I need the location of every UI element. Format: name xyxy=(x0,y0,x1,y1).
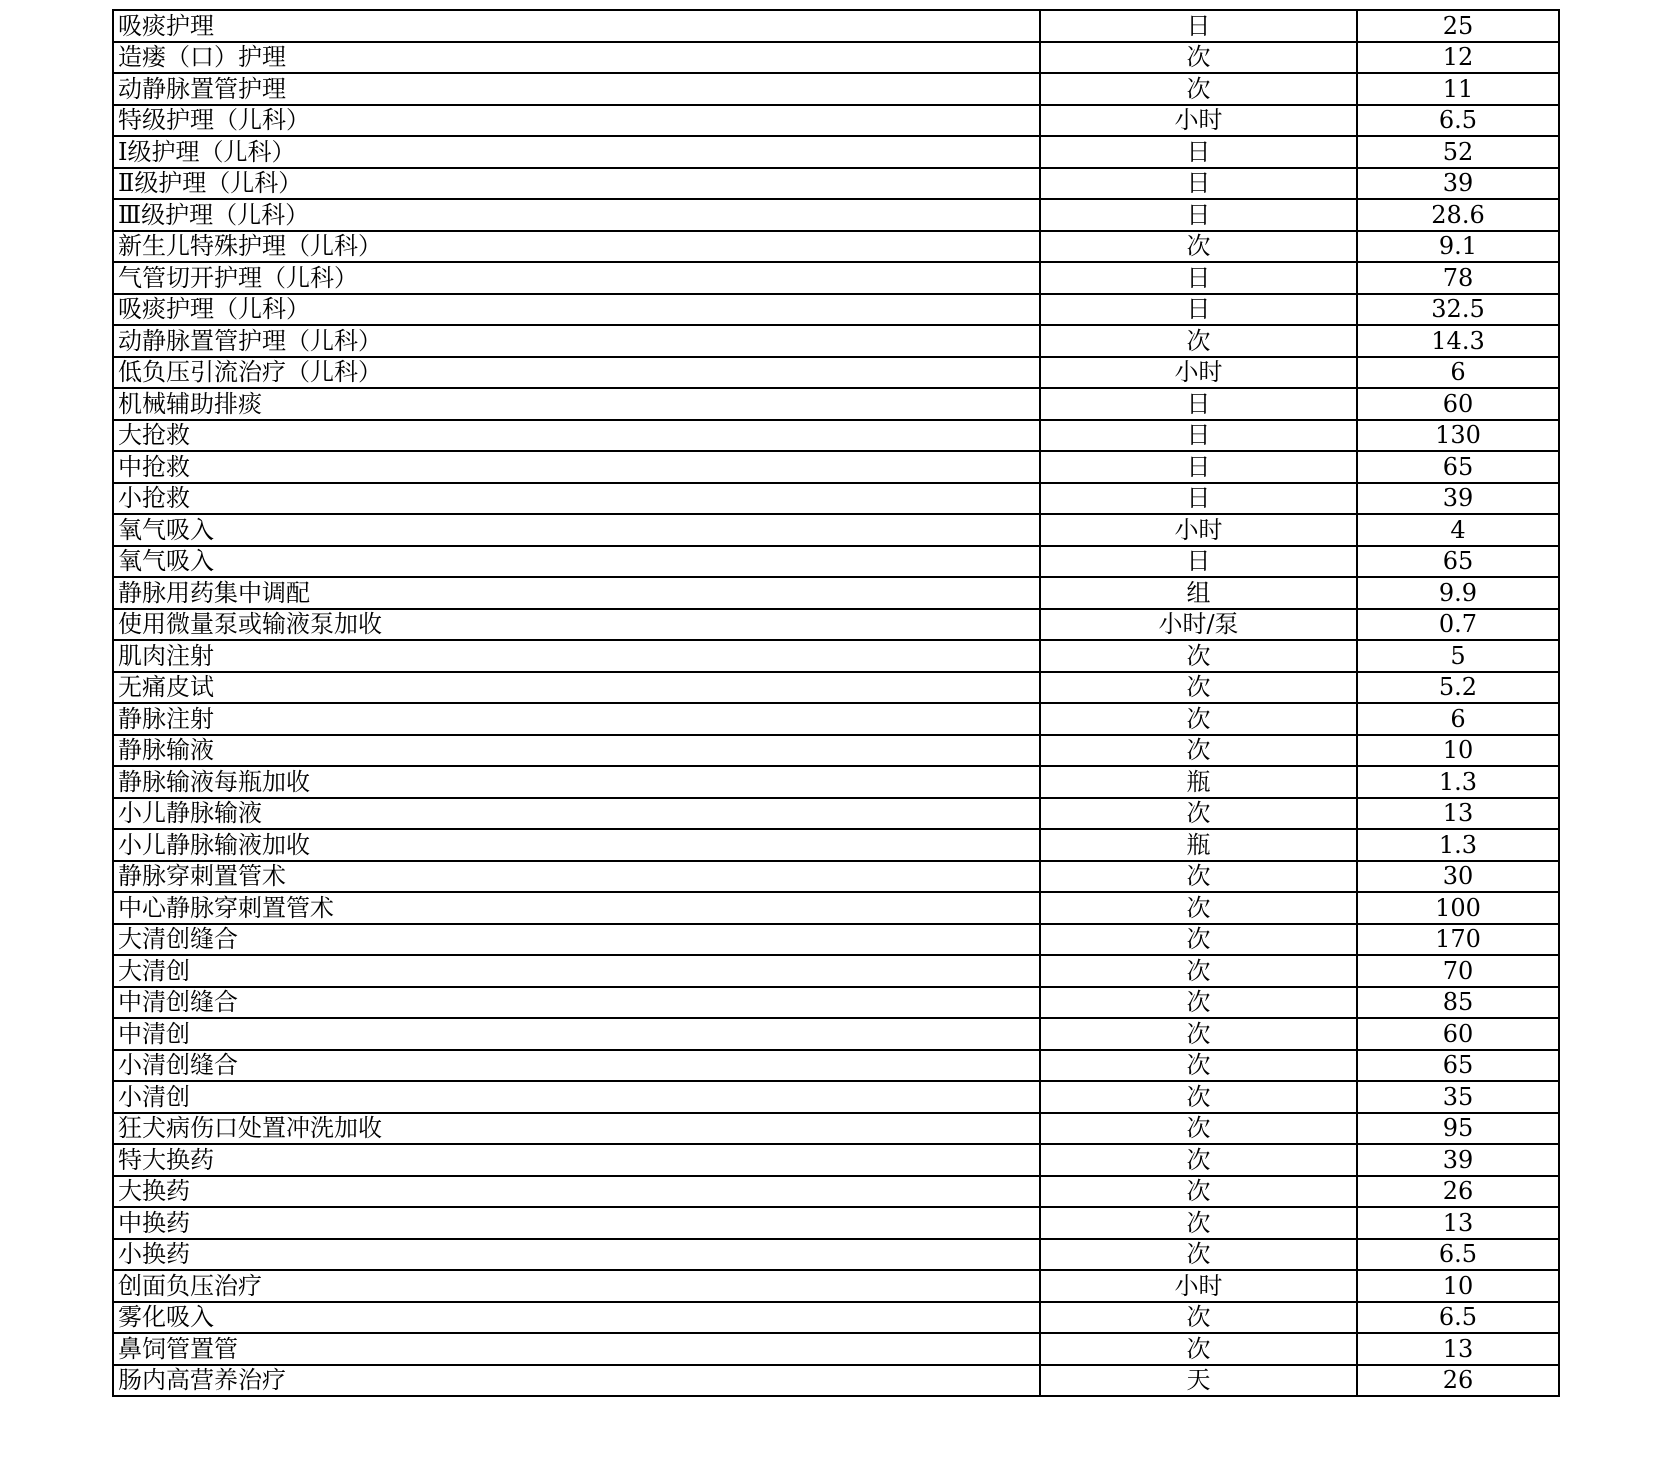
price-cell: 6 xyxy=(1357,357,1559,389)
table-row xyxy=(113,42,1559,74)
item-name-cell: 小抢救 xyxy=(113,483,1040,515)
item-name-cell: Ⅱ级护理（儿科） xyxy=(113,168,1040,200)
unit-cell: 组 xyxy=(1040,577,1357,609)
item-name-cell: 小换药 xyxy=(113,1239,1040,1271)
unit-cell: 次 xyxy=(1040,735,1357,767)
unit-cell: 次 xyxy=(1040,1018,1357,1050)
unit-cell: 次 xyxy=(1040,1302,1357,1334)
item-name-cell: 特级护理（儿科） xyxy=(113,105,1040,137)
unit-cell: 次 xyxy=(1040,1176,1357,1208)
price-cell: 30 xyxy=(1357,861,1559,893)
item-name-cell: 大抢救 xyxy=(113,420,1040,452)
price-cell: 25 xyxy=(1357,10,1559,42)
price-cell: 26 xyxy=(1357,1176,1559,1208)
item-name-cell: 雾化吸入 xyxy=(113,1302,1040,1334)
table-row xyxy=(113,1207,1559,1239)
item-name-cell: 中清创缝合 xyxy=(113,987,1040,1019)
unit-cell: 次 xyxy=(1040,1113,1357,1145)
table-row xyxy=(113,829,1559,861)
item-name-cell: 特大换药 xyxy=(113,1144,1040,1176)
unit-cell: 日 xyxy=(1040,294,1357,326)
unit-cell: 瓶 xyxy=(1040,829,1357,861)
item-name-cell: 静脉输液每瓶加收 xyxy=(113,766,1040,798)
price-cell: 11 xyxy=(1357,73,1559,105)
item-name-cell: 静脉穿刺置管术 xyxy=(113,861,1040,893)
unit-cell: 次 xyxy=(1040,987,1357,1019)
price-cell: 35 xyxy=(1357,1081,1559,1113)
table-row xyxy=(113,231,1559,263)
item-name-cell: 气管切开护理（儿科） xyxy=(113,262,1040,294)
price-cell: 10 xyxy=(1357,1270,1559,1302)
unit-cell: 次 xyxy=(1040,924,1357,956)
item-name-cell: Ⅰ级护理（儿科） xyxy=(113,136,1040,168)
unit-cell: 小时 xyxy=(1040,357,1357,389)
table-row xyxy=(113,388,1559,420)
unit-cell: 次 xyxy=(1040,1050,1357,1082)
unit-cell: 次 xyxy=(1040,1144,1357,1176)
table-row xyxy=(113,798,1559,830)
price-cell: 32.5 xyxy=(1357,294,1559,326)
price-cell: 1.3 xyxy=(1357,829,1559,861)
unit-cell: 次 xyxy=(1040,1333,1357,1365)
item-name-cell: 小清创 xyxy=(113,1081,1040,1113)
item-name-cell: 无痛皮试 xyxy=(113,672,1040,704)
table-row xyxy=(113,735,1559,767)
price-cell: 39 xyxy=(1357,483,1559,515)
price-cell: 39 xyxy=(1357,168,1559,200)
price-cell: 6.5 xyxy=(1357,105,1559,137)
unit-cell: 次 xyxy=(1040,73,1357,105)
price-cell: 9.9 xyxy=(1357,577,1559,609)
item-name-cell: 新生儿特殊护理（儿科） xyxy=(113,231,1040,263)
unit-cell: 日 xyxy=(1040,483,1357,515)
table-row xyxy=(113,136,1559,168)
table-row xyxy=(113,199,1559,231)
table-row xyxy=(113,1365,1559,1397)
price-cell: 170 xyxy=(1357,924,1559,956)
item-name-cell: 肌肉注射 xyxy=(113,640,1040,672)
item-name-cell: 大清创缝合 xyxy=(113,924,1040,956)
unit-cell: 次 xyxy=(1040,672,1357,704)
price-cell: 6 xyxy=(1357,703,1559,735)
item-name-cell: 小儿静脉输液 xyxy=(113,798,1040,830)
fee-table-body xyxy=(113,10,1559,1396)
price-cell: 39 xyxy=(1357,1144,1559,1176)
unit-cell: 次 xyxy=(1040,892,1357,924)
price-cell: 14.3 xyxy=(1357,325,1559,357)
table-row xyxy=(113,10,1559,42)
table-row xyxy=(113,703,1559,735)
table-row xyxy=(113,1144,1559,1176)
unit-cell: 天 xyxy=(1040,1365,1357,1397)
price-cell: 60 xyxy=(1357,388,1559,420)
table-row xyxy=(113,577,1559,609)
item-name-cell: 中换药 xyxy=(113,1207,1040,1239)
price-cell: 95 xyxy=(1357,1113,1559,1145)
table-row xyxy=(113,105,1559,137)
item-name-cell: 动静脉置管护理（儿科） xyxy=(113,325,1040,357)
unit-cell: 小时 xyxy=(1040,514,1357,546)
table-row xyxy=(113,73,1559,105)
unit-cell: 次 xyxy=(1040,231,1357,263)
price-cell: 28.6 xyxy=(1357,199,1559,231)
unit-cell: 次 xyxy=(1040,640,1357,672)
table-row xyxy=(113,451,1559,483)
price-cell: 5 xyxy=(1357,640,1559,672)
table-row xyxy=(113,514,1559,546)
table-row xyxy=(113,325,1559,357)
price-cell: 78 xyxy=(1357,262,1559,294)
price-cell: 65 xyxy=(1357,1050,1559,1082)
unit-cell: 日 xyxy=(1040,10,1357,42)
unit-cell: 次 xyxy=(1040,1239,1357,1271)
price-cell: 60 xyxy=(1357,1018,1559,1050)
unit-cell: 次 xyxy=(1040,798,1357,830)
price-cell: 52 xyxy=(1357,136,1559,168)
unit-cell: 日 xyxy=(1040,546,1357,578)
table-row xyxy=(113,1270,1559,1302)
unit-cell: 日 xyxy=(1040,199,1357,231)
unit-cell: 次 xyxy=(1040,325,1357,357)
unit-cell: 小时/泵 xyxy=(1040,609,1357,641)
price-cell: 12 xyxy=(1357,42,1559,74)
price-cell: 13 xyxy=(1357,1333,1559,1365)
unit-cell: 瓶 xyxy=(1040,766,1357,798)
table-row xyxy=(113,168,1559,200)
item-name-cell: 使用微量泵或输液泵加收 xyxy=(113,609,1040,641)
item-name-cell: 动静脉置管护理 xyxy=(113,73,1040,105)
item-name-cell: 创面负压治疗 xyxy=(113,1270,1040,1302)
table-row xyxy=(113,1239,1559,1271)
item-name-cell: 吸痰护理（儿科） xyxy=(113,294,1040,326)
price-cell: 0.7 xyxy=(1357,609,1559,641)
item-name-cell: 大换药 xyxy=(113,1176,1040,1208)
item-name-cell: 肠内高营养治疗 xyxy=(113,1365,1040,1397)
item-name-cell: 小清创缝合 xyxy=(113,1050,1040,1082)
table-row xyxy=(113,672,1559,704)
price-cell: 100 xyxy=(1357,892,1559,924)
table-row xyxy=(113,955,1559,987)
table-row xyxy=(113,987,1559,1019)
item-name-cell: 小儿静脉输液加收 xyxy=(113,829,1040,861)
table-row xyxy=(113,861,1559,893)
item-name-cell: 中清创 xyxy=(113,1018,1040,1050)
price-cell: 13 xyxy=(1357,798,1559,830)
unit-cell: 日 xyxy=(1040,388,1357,420)
table-row xyxy=(113,640,1559,672)
table-row xyxy=(113,546,1559,578)
item-name-cell: 氧气吸入 xyxy=(113,514,1040,546)
unit-cell: 次 xyxy=(1040,703,1357,735)
table-row xyxy=(113,1333,1559,1365)
item-name-cell: 造瘘（口）护理 xyxy=(113,42,1040,74)
price-cell: 10 xyxy=(1357,735,1559,767)
table-row xyxy=(113,924,1559,956)
price-cell: 85 xyxy=(1357,987,1559,1019)
table-row xyxy=(113,483,1559,515)
item-name-cell: 机械辅助排痰 xyxy=(113,388,1040,420)
unit-cell: 日 xyxy=(1040,136,1357,168)
price-cell: 70 xyxy=(1357,955,1559,987)
unit-cell: 日 xyxy=(1040,168,1357,200)
item-name-cell: 鼻饲管置管 xyxy=(113,1333,1040,1365)
item-name-cell: 低负压引流治疗（儿科） xyxy=(113,357,1040,389)
table-row xyxy=(113,294,1559,326)
table-row xyxy=(113,1018,1559,1050)
price-cell: 9.1 xyxy=(1357,231,1559,263)
unit-cell: 日 xyxy=(1040,451,1357,483)
table-row xyxy=(113,609,1559,641)
item-name-cell: 静脉用药集中调配 xyxy=(113,577,1040,609)
table-row xyxy=(113,1176,1559,1208)
item-name-cell: 静脉输液 xyxy=(113,735,1040,767)
item-name-cell: 狂犬病伤口处置冲洗加收 xyxy=(113,1113,1040,1145)
unit-cell: 次 xyxy=(1040,955,1357,987)
item-name-cell: 氧气吸入 xyxy=(113,546,1040,578)
unit-cell: 次 xyxy=(1040,42,1357,74)
price-cell: 65 xyxy=(1357,451,1559,483)
unit-cell: 小时 xyxy=(1040,105,1357,137)
unit-cell: 次 xyxy=(1040,1081,1357,1113)
item-name-cell: Ⅲ级护理（儿科） xyxy=(113,199,1040,231)
unit-cell: 小时 xyxy=(1040,1270,1357,1302)
table-row xyxy=(113,1113,1559,1145)
price-cell: 6.5 xyxy=(1357,1302,1559,1334)
price-cell: 13 xyxy=(1357,1207,1559,1239)
price-cell: 5.2 xyxy=(1357,672,1559,704)
table-row xyxy=(113,1050,1559,1082)
price-cell: 65 xyxy=(1357,546,1559,578)
table-row xyxy=(113,262,1559,294)
unit-cell: 次 xyxy=(1040,1207,1357,1239)
unit-cell: 日 xyxy=(1040,420,1357,452)
price-cell: 130 xyxy=(1357,420,1559,452)
item-name-cell: 大清创 xyxy=(113,955,1040,987)
table-row xyxy=(113,357,1559,389)
item-name-cell: 吸痰护理 xyxy=(113,10,1040,42)
price-cell: 6.5 xyxy=(1357,1239,1559,1271)
table-row xyxy=(113,892,1559,924)
price-cell: 1.3 xyxy=(1357,766,1559,798)
table-row xyxy=(113,1081,1559,1113)
unit-cell: 次 xyxy=(1040,861,1357,893)
item-name-cell: 中抢救 xyxy=(113,451,1040,483)
item-name-cell: 静脉注射 xyxy=(113,703,1040,735)
table-row xyxy=(113,1302,1559,1334)
price-cell: 4 xyxy=(1357,514,1559,546)
table-row xyxy=(113,766,1559,798)
table-row xyxy=(113,420,1559,452)
item-name-cell: 中心静脉穿刺置管术 xyxy=(113,892,1040,924)
unit-cell: 日 xyxy=(1040,262,1357,294)
price-cell: 26 xyxy=(1357,1365,1559,1397)
fee-table xyxy=(112,9,1560,1397)
